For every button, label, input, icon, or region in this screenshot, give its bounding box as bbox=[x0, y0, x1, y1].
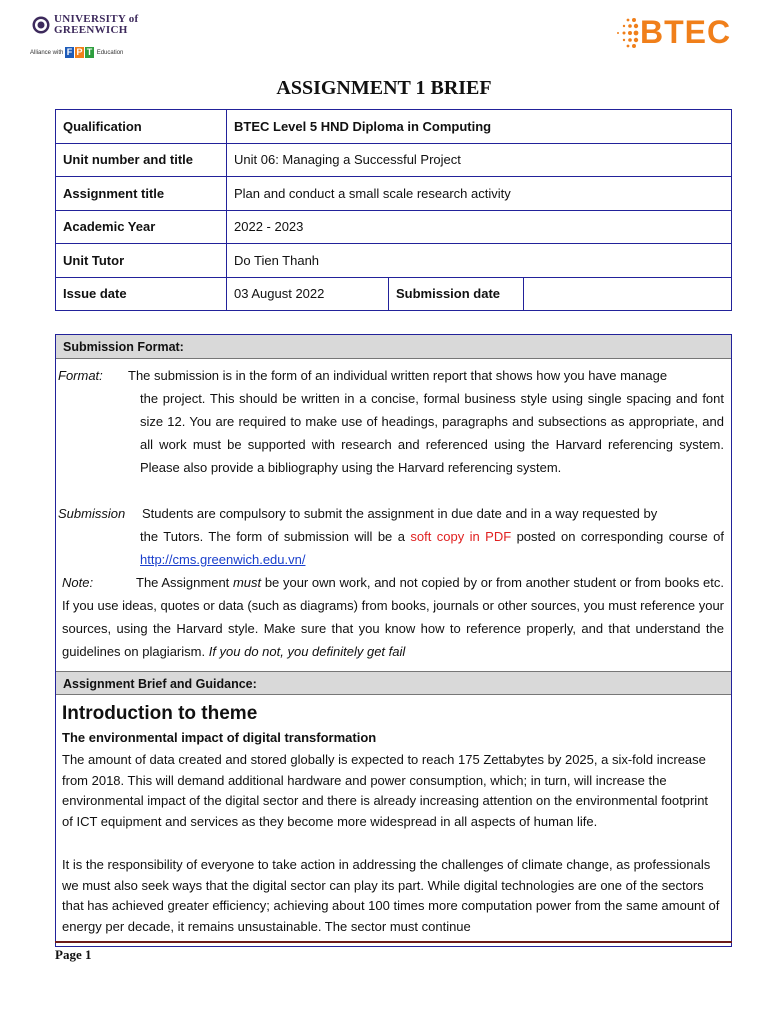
university-of-greenwich-logo bbox=[30, 12, 150, 62]
issue-date-value: 03 August 2022 bbox=[227, 277, 389, 311]
alliance-line bbox=[30, 47, 123, 58]
greenwich-crest-icon bbox=[32, 14, 50, 36]
btec-logo bbox=[614, 14, 744, 52]
alliance-text: Alliance with bbox=[30, 50, 64, 57]
footer-divider bbox=[55, 941, 732, 943]
qualification-row bbox=[56, 110, 732, 144]
academic-year-label: Academic Year bbox=[56, 210, 227, 244]
assignment-title-value: Plan and conduct a small scale research activity bbox=[227, 177, 732, 211]
education-text: Education bbox=[96, 50, 124, 57]
env-subheading: The environmental impact of digital transformation bbox=[62, 730, 377, 745]
submission-label: Submission bbox=[58, 506, 126, 521]
university-name-line1: UNIVERSITY of bbox=[54, 13, 139, 25]
fpt-letter-t: T bbox=[86, 47, 93, 57]
note-paragraph bbox=[62, 571, 724, 663]
unit-tutor-label: Unit Tutor bbox=[56, 244, 227, 278]
brief-paragraph-2: It is the responsibility of everyone to take action in addressing the challenges of climate change, as professionals we must also seek ways that the digital sector can play its part. While digital technologies are one of the sectors that has achieved greater efficiency; achieving about 100 times more computation power from the same amount of energy per decade, it remains unsustainable. The sector must continue bbox=[62, 857, 720, 934]
soft-copy-highlight: soft copy in PDF bbox=[410, 529, 512, 544]
intro-heading: Introduction to theme bbox=[62, 703, 258, 724]
submission-section bbox=[55, 334, 732, 947]
note-must: must bbox=[232, 575, 262, 590]
submission-text-2b: posted on corresponding course of bbox=[511, 529, 724, 544]
note-warning: If you do not, you definitely get fail bbox=[208, 644, 406, 659]
note-text-a: The Assignment bbox=[136, 575, 233, 590]
brief-paragraph-1: The amount of data created and stored globally is expected to reach 175 Zettabytes by 2025, a six-fold increase from 2018. This will demand additional hardware and power consumption, which; in turn, will increase the environmental impact of the digital sector and there is already increasing attention on the environmental footprint of ICT equipment and services as they become more widespread in all aspects of human life. bbox=[62, 752, 709, 829]
submission-text-2 bbox=[58, 525, 724, 571]
format-text-1: The submission is in the form of an individual written report that shows how you have manage bbox=[128, 368, 668, 383]
qualification-label: Qualification bbox=[56, 110, 227, 144]
page-number: Page 1 bbox=[55, 947, 92, 962]
format-paragraph bbox=[58, 364, 724, 479]
university-name-line2: GREENWICH bbox=[54, 24, 128, 36]
academic-year-value: 2022 - 2023 bbox=[227, 210, 732, 244]
submission-date-label: Submission date bbox=[389, 277, 524, 311]
page-title: ASSIGNMENT 1 BRIEF bbox=[276, 77, 492, 99]
submission-date-value bbox=[524, 277, 732, 311]
submission-format-header: Submission Format: bbox=[56, 335, 731, 359]
submission-paragraph bbox=[58, 502, 724, 571]
unit-tutor-row bbox=[56, 244, 732, 278]
format-label: Format: bbox=[58, 368, 103, 383]
fpt-letter-p: P bbox=[76, 47, 83, 57]
submission-text-1: Students are compulsory to submit the assignment in due date and in a way requested by bbox=[142, 506, 658, 521]
btec-dots-icon bbox=[614, 16, 640, 50]
unit-tutor-value: Do Tien Thanh bbox=[227, 244, 732, 278]
assignment-info-table bbox=[55, 109, 732, 311]
fpt-letter-f: F bbox=[66, 47, 73, 57]
assignment-title-row bbox=[56, 177, 732, 211]
format-first-line bbox=[58, 364, 724, 387]
qualification-value: BTEC Level 5 HND Diploma in Computing bbox=[227, 110, 732, 144]
btec-wordmark: BTEC bbox=[640, 14, 732, 50]
unit-value: Unit 06: Managing a Successful Project bbox=[227, 143, 732, 177]
cms-link[interactable]: http://cms.greenwich.edu.vn/ bbox=[140, 552, 306, 567]
academic-year-row bbox=[56, 210, 732, 244]
note-label: Note: bbox=[62, 575, 94, 590]
fpt-logo bbox=[65, 47, 95, 58]
format-text-2: the project. This should be written in a concise, formal business style using single spacing and font size 12. You are required to make use of headings, paragraphs and subsections as appropriate, and all work must be supported with research and referenced using the Harvard referencing system. Please also provide a bibliography using the Harvard referencing system. bbox=[140, 391, 724, 475]
submission-text-2a: the Tutors. The form of submission will be a bbox=[140, 529, 411, 544]
issue-date-row bbox=[56, 277, 732, 311]
unit-label: Unit number and title bbox=[56, 143, 227, 177]
assignment-title-label: Assignment title bbox=[56, 177, 227, 211]
unit-row bbox=[56, 143, 732, 177]
note-text-b: be your own work, and not copied by or from another student or from books etc. If you use ideas, quotes or data (such as diagrams) from books, journals or other sources, you must reference your sources, using the Harvard style. Make sure that you know how to reference properly, and that understand the guidelines on plagiarism. bbox=[62, 575, 724, 659]
brief-guidance-header: Assignment Brief and Guidance: bbox=[56, 671, 731, 695]
issue-date-label: Issue date bbox=[56, 277, 227, 311]
submission-first-line bbox=[58, 502, 724, 525]
